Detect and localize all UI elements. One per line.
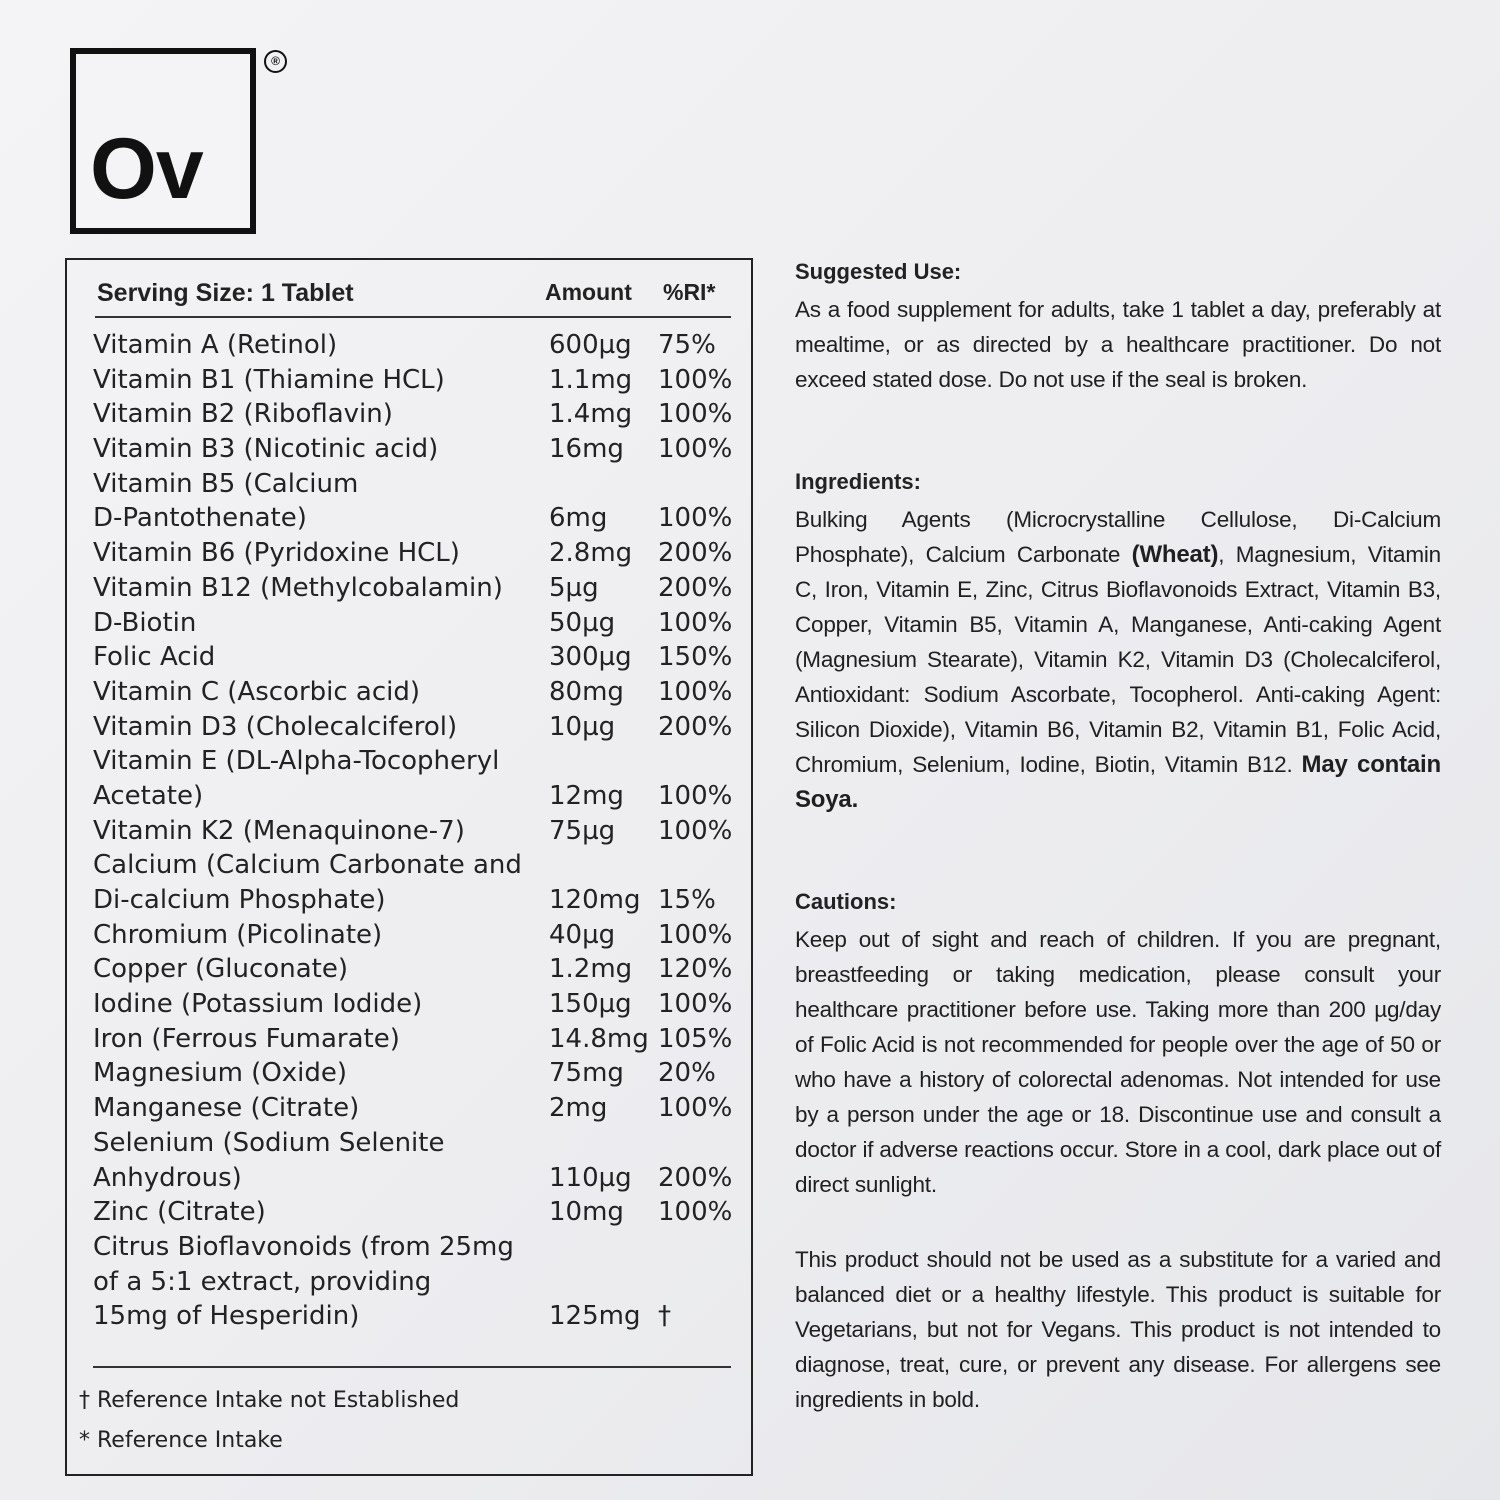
- cautions-heading: Cautions:: [795, 889, 897, 914]
- ingredients-heading: Ingredients:: [795, 469, 921, 494]
- nutrient-row: [93, 952, 753, 987]
- nutrient-row: [93, 467, 753, 502]
- nutrient-name: D-Biotin: [93, 607, 197, 638]
- ingredients-part2: , Magnesium, Vitamin C, Iron, Vitamin E, Zinc, Citrus Bioflavonoids Extract, Vitamin B3, Copper, Vitamin B5, Vitamin A, Manganese, Anti-caking Agent (Magnesium Stearate), Vitamin K2, Vitamin D3 (Cholecalciferol, Antioxidant: Sodium Ascorbate, Tocopherol. Anti-caking Agent: Silicon Dioxide), Vitamin B6, Vitamin B2, Vitamin B1, Folic Acid, Chromium, Selenium, Iodine, Biotin, Vitamin B12.: [795, 542, 1441, 777]
- ingredients-section: [795, 468, 1441, 817]
- nutrient-amount: 300µg: [549, 642, 632, 673]
- nutrient-ri: 150%: [658, 642, 733, 673]
- brand-logo: [70, 48, 256, 234]
- nutrient-ri: 100%: [658, 1197, 733, 1228]
- cautions-text: Keep out of sight and reach of children. If you are pregnant, breastfeeding or taking medication, please consult your healthcare practitioner before use. Taking more than 200 µg/day of Folic Acid is not recommended for people over the age of 50 or who have a history of colorectal adenomas. Not intended for use by a person under the age or 18. Discontinue use and consult a doctor if adverse reactions occur. Store in a cool, dark place out of direct sunlight.: [795, 927, 1441, 1197]
- nutrient-row: [93, 640, 753, 675]
- nutrient-name: Chromium (Picolinate): [93, 919, 383, 950]
- nutrient-ri: 200%: [658, 538, 733, 569]
- nutrient-amount: 110µg: [549, 1162, 632, 1193]
- nutrient-name: Di-calcium Phosphate): [93, 885, 386, 915]
- nutrient-row: [93, 987, 753, 1022]
- nutrient-row: [93, 675, 753, 710]
- nutrient-ri: 100%: [658, 434, 733, 465]
- nutrient-name: Copper (Gluconate): [93, 954, 348, 985]
- nutrient-row: [93, 883, 753, 918]
- nutrient-name: D-Pantothenate): [93, 503, 307, 534]
- nutrition-header: [95, 274, 731, 318]
- suggested-use-text: As a food supplement for adults, take 1 tablet a day, preferably at mealtime, or as directed by a healthcare practitioner. Do not exceed stated dose. Do not use if the seal is broken.: [795, 297, 1441, 392]
- footnote-star: * Reference Intake: [79, 1428, 283, 1453]
- nutrient-amount: 10µg: [549, 711, 616, 742]
- nutrient-amount: 600µg: [549, 330, 632, 360]
- suggested-use-section: [795, 258, 1441, 397]
- nutrition-rows: [93, 328, 753, 1334]
- nutrient-row: [93, 1265, 753, 1300]
- nutrient-ri: 105%: [658, 1023, 733, 1054]
- nutrient-name: Vitamin B5 (Calcium: [93, 468, 359, 499]
- nutrient-name: Vitamin A (Retinol): [93, 330, 338, 360]
- nutrient-name: Vitamin E (DL-Alpha-Tocopheryl: [93, 746, 500, 777]
- nutrient-amount: 1.4mg: [549, 399, 633, 430]
- nutrient-amount: 2.8mg: [549, 538, 633, 569]
- nutrient-ri: †: [658, 1301, 671, 1332]
- footer-divider: [93, 1366, 731, 1368]
- serving-size-label: Serving Size: 1 Tablet: [97, 279, 354, 307]
- nutrient-amount: 40µg: [549, 919, 616, 950]
- nutrient-row: [93, 536, 753, 571]
- nutrient-ri: 100%: [658, 503, 733, 534]
- nutrient-amount: 12mg: [549, 780, 624, 811]
- nutrient-ri: 100%: [658, 989, 733, 1020]
- nutrient-amount: 125mg: [549, 1301, 641, 1332]
- ri-column-header: %RI*: [663, 279, 716, 305]
- nutrient-name: Vitamin B2 (Riboflavin): [93, 399, 393, 430]
- nutrient-name: Vitamin K2 (Menaquinone-7): [93, 815, 465, 846]
- nutrition-panel: [65, 258, 753, 1476]
- nutrient-ri: 200%: [658, 1162, 733, 1193]
- nutrient-ri: 20%: [658, 1058, 716, 1089]
- nutrient-row: [93, 1299, 753, 1334]
- nutrient-name: Folic Acid: [93, 642, 216, 673]
- nutrient-row: [93, 744, 753, 779]
- nutrient-row: [93, 918, 753, 953]
- nutrient-amount: 10mg: [549, 1197, 624, 1228]
- logo-text: Ov: [90, 121, 203, 217]
- nutrient-amount: 6mg: [549, 503, 608, 534]
- disclaimer-text: This product should not be used as a substitute for a varied and balanced diet or a healthy lifestyle. This product is suitable for Vegetarians, but not for Vegans. This product is not intended to diagnose, treat, cure, or prevent any disease. For allergens see ingredients in bold.: [795, 1247, 1441, 1412]
- nutrient-ri: 100%: [658, 919, 733, 950]
- nutrient-row: [93, 432, 753, 467]
- nutrient-name: Vitamin B1 (Thiamine HCL): [93, 364, 445, 395]
- nutrient-row: [93, 1230, 753, 1265]
- nutrient-ri: 100%: [658, 607, 733, 638]
- nutrient-name: Vitamin B3 (Nicotinic acid): [93, 434, 439, 465]
- nutrient-name: Manganese (Citrate): [93, 1093, 360, 1124]
- nutrient-ri: 100%: [658, 399, 733, 430]
- nutrient-row: [93, 1126, 753, 1161]
- nutrient-row: [93, 606, 753, 641]
- nutrient-row: [93, 1022, 753, 1057]
- nutrient-name: Vitamin B6 (Pyridoxine HCL): [93, 538, 460, 569]
- nutrient-ri: 200%: [658, 711, 733, 742]
- nutrient-ri: 100%: [658, 364, 733, 395]
- nutrient-row: [93, 571, 753, 606]
- allergen-soya: May contain Soya.: [795, 751, 1441, 813]
- nutrient-name: 15mg of Hesperidin): [93, 1301, 360, 1332]
- nutrient-amount: 1.1mg: [549, 364, 633, 395]
- nutrient-ri: 120%: [658, 954, 733, 985]
- ingredients-text: [795, 502, 1441, 817]
- nutrient-ri: 100%: [658, 676, 733, 707]
- nutrient-name: Vitamin B12 (Methylcobalamin): [93, 572, 503, 603]
- amount-column-header: Amount: [545, 279, 632, 305]
- nutrient-row: [93, 710, 753, 745]
- nutrient-ri: 200%: [658, 572, 733, 603]
- nutrient-name: Zinc (Citrate): [93, 1197, 266, 1228]
- nutrient-row: [93, 814, 753, 849]
- suggested-use-heading: Suggested Use:: [795, 259, 962, 284]
- nutrient-ri: 100%: [658, 1093, 733, 1124]
- nutrient-name: Iodine (Potassium Iodide): [93, 989, 423, 1020]
- nutrient-ri: 15%: [658, 885, 716, 915]
- nutrient-name: Acetate): [93, 780, 204, 811]
- disclaimer-section: [795, 1236, 1441, 1417]
- nutrient-name: Anhydrous): [93, 1162, 242, 1193]
- registered-mark: ®: [264, 50, 287, 73]
- nutrient-amount: 75mg: [549, 1058, 624, 1089]
- nutrient-row: [93, 1056, 753, 1091]
- nutrient-amount: 1.2mg: [549, 954, 633, 985]
- nutrient-row: [93, 501, 753, 536]
- nutrient-name: Vitamin C (Ascorbic acid): [93, 676, 421, 707]
- nutrient-name: Calcium (Calcium Carbonate and: [93, 850, 522, 881]
- cautions-section: [795, 888, 1441, 1202]
- nutrient-amount: 150µg: [549, 989, 632, 1020]
- nutrient-name: Magnesium (Oxide): [93, 1058, 348, 1089]
- nutrient-row: [93, 848, 753, 883]
- nutrient-amount: 120mg: [549, 885, 641, 915]
- nutrient-amount: 75µg: [549, 815, 616, 846]
- nutrient-amount: 5µg: [549, 572, 599, 603]
- nutrient-name: Selenium (Sodium Selenite: [93, 1127, 445, 1158]
- nutrient-amount: 2mg: [549, 1093, 608, 1124]
- nutrient-name: of a 5:1 extract, providing: [93, 1266, 432, 1297]
- nutrient-ri: 100%: [658, 780, 733, 811]
- nutrient-row: [93, 779, 753, 814]
- nutrient-amount: 50µg: [549, 607, 616, 638]
- nutrient-row: [93, 1195, 753, 1230]
- nutrient-row: [93, 328, 753, 363]
- ingredients-part1: Bulking Agents (Microcrystalline Cellulose, Di-Calcium Phosphate), Calcium Carbonate: [795, 507, 1441, 567]
- nutrient-amount: 16mg: [549, 434, 624, 465]
- nutrient-row: [93, 397, 753, 432]
- nutrient-amount: 80mg: [549, 676, 624, 707]
- allergen-wheat: (Wheat): [1131, 541, 1219, 568]
- nutrient-name: Iron (Ferrous Fumarate): [93, 1023, 400, 1054]
- nutrient-ri: 100%: [658, 815, 733, 846]
- nutrient-row: [93, 363, 753, 398]
- nutrient-row: [93, 1161, 753, 1196]
- nutrient-ri: 75%: [658, 330, 716, 360]
- footnote-dagger: † Reference Intake not Established: [79, 1388, 460, 1413]
- nutrient-name: Citrus Bioflavonoids (from 25mg: [93, 1231, 514, 1262]
- nutrient-row: [93, 1091, 753, 1126]
- nutrient-amount: 14.8mg: [549, 1023, 649, 1054]
- nutrient-name: Vitamin D3 (Cholecalciferol): [93, 711, 458, 742]
